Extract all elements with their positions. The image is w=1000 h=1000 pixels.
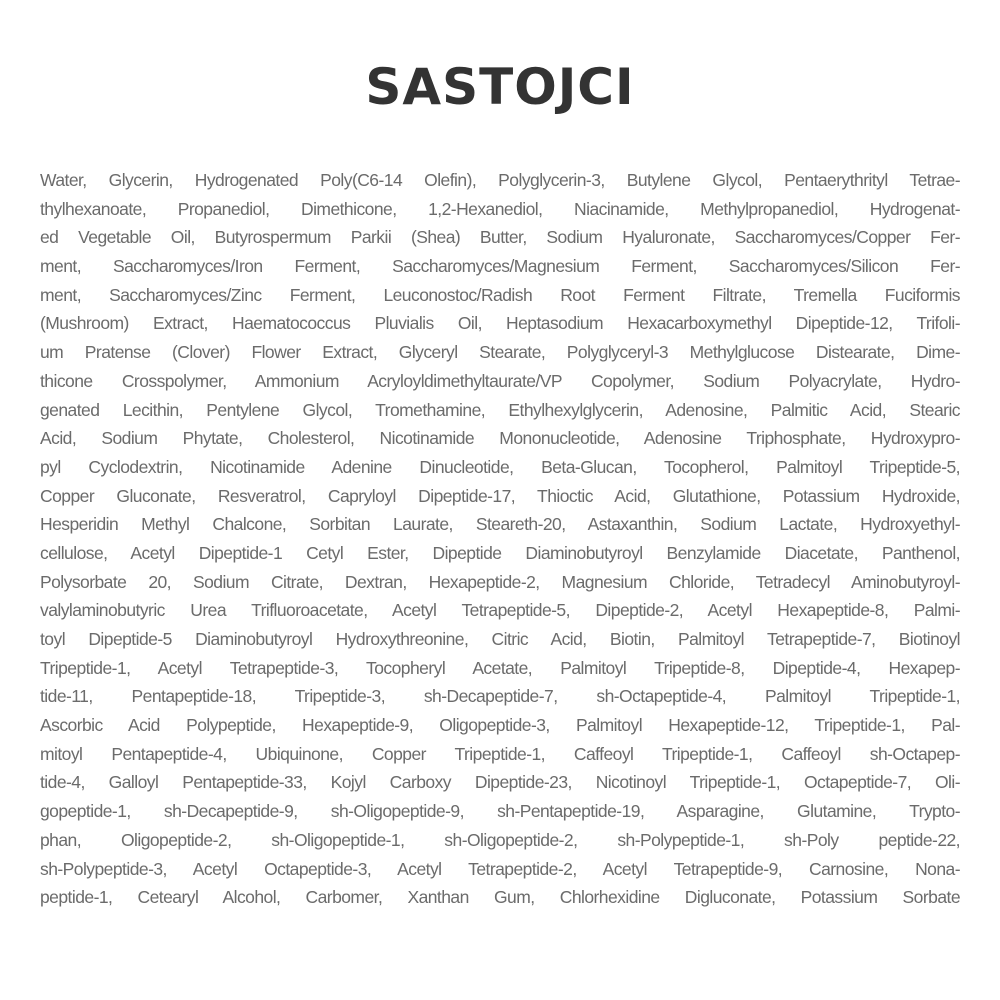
- page-title: SASTOJCI: [365, 58, 635, 116]
- ingredients-line: peptide-1, Cetearyl Alcohol, Carbomer, Xanthan Gum, Chlorhexidine Digluconate, Potassium Sorbate: [40, 887, 960, 908]
- ingredients-line: Polysorbate 20, Sodium Citrate, Dextran, Hexapeptide-2, Magnesium Chloride, Tetradecyl Aminobutyroyl-: [40, 571, 960, 592]
- ingredients-line: cellulose, Acetyl Dipeptide-1 Cetyl Ester, Dipeptide Diaminobutyroyl Benzylamide Diacetate, Panthenol,: [40, 542, 960, 563]
- ingredients-line: Acid, Sodium Phytate, Cholesterol, Nicotinamide Mononucleotide, Adenosine Triphosphate, Hydroxypro-: [40, 428, 960, 449]
- ingredients-line: Copper Gluconate, Resveratrol, Capryloyl Dipeptide-17, Thioctic Acid, Glutathione, Potassium Hydroxide,: [40, 485, 960, 506]
- ingredients-line: ed Vegetable Oil, Butyrospermum Parkii (Shea) Butter, Sodium Hyaluronate, Saccharomyces/Copper Fer-: [40, 227, 960, 248]
- ingredients-line: tide-4, Galloyl Pentapeptide-33, Kojyl Carboxy Dipeptide-23, Nicotinoyl Tripeptide-1, Octapeptide-7, Oli-: [40, 772, 960, 793]
- ingredients-line: Tripeptide-1, Acetyl Tetrapeptide-3, Tocopheryl Acetate, Palmitoyl Tripeptide-8, Dipeptide-4, Hexapep-: [40, 657, 960, 678]
- ingredients-line: tide-11, Pentapeptide-18, Tripeptide-3, sh-Decapeptide-7, sh-Octapeptide-4, Palmitoyl Tripeptide-1,: [40, 686, 960, 707]
- ingredients-line: (Mushroom) Extract, Haematococcus Pluvialis Oil, Heptasodium Hexacarboxymethyl Dipeptide-12, Trifoli-: [40, 313, 960, 334]
- ingredients-line: phan, Oligopeptide-2, sh-Oligopeptide-1, sh-Oligopeptide-2, sh-Polypeptide-1, sh-Poly peptide-22,: [40, 829, 960, 850]
- ingredients-list: [40, 166, 960, 912]
- ingredients-line: mitoyl Pentapeptide-4, Ubiquinone, Copper Tripeptide-1, Caffeoyl Tripeptide-1, Caffeoyl sh-Octapep-: [40, 743, 960, 764]
- ingredients-line: thicone Crosspolymer, Ammonium Acryloyldimethyltaurate/VP Copolymer, Sodium Polyacrylate, Hydro-: [40, 370, 960, 391]
- ingredients-line: sh-Polypeptide-3, Acetyl Octapeptide-3, Acetyl Tetrapeptide-2, Acetyl Tetrapeptide-9, Carnosine, Nona-: [40, 858, 960, 879]
- ingredients-line: ment, Saccharomyces/Iron Ferment, Saccharomyces/Magnesium Ferment, Saccharomyces/Silicon Fer-: [40, 256, 960, 277]
- ingredients-line: thylhexanoate, Propanediol, Dimethicone, 1,2-Hexanediol, Niacinamide, Methylpropanediol, Hydrogenat-: [40, 198, 960, 219]
- ingredients-line: Hesperidin Methyl Chalcone, Sorbitan Laurate, Steareth-20, Astaxanthin, Sodium Lactate, Hydroxyethyl-: [40, 514, 960, 535]
- ingredients-line: Water, Glycerin, Hydrogenated Poly(C6-14 Olefin), Polyglycerin-3, Butylene Glycol, Pentaerythrityl Tetrae-: [40, 170, 960, 190]
- ingredients-line: Ascorbic Acid Polypeptide, Hexapeptide-9, Oligopeptide-3, Palmitoyl Hexapeptide-12, Tripeptide-1, Pal-: [40, 715, 960, 736]
- ingredients-line: toyl Dipeptide-5 Diaminobutyroyl Hydroxythreonine, Citric Acid, Biotin, Palmitoyl Tetrapeptide-7, Biotinoyl: [40, 629, 960, 649]
- ingredients-line: gopeptide-1, sh-Decapeptide-9, sh-Oligopeptide-9, sh-Pentapeptide-19, Asparagine, Glutamine, Trypto-: [40, 801, 960, 822]
- ingredients-line: ment, Saccharomyces/Zinc Ferment, Leuconostoc/Radish Root Ferment Filtrate, Tremella Fuciformis: [40, 284, 960, 305]
- ingredients-line: genated Lecithin, Pentylene Glycol, Tromethamine, Ethylhexylglycerin, Adenosine, Palmitic Acid, Stearic: [40, 399, 960, 420]
- ingredients-line: um Pratense (Clover) Flower Extract, Glyceryl Stearate, Polyglyceryl-3 Methylglucose Distearate, Dime-: [40, 342, 960, 363]
- ingredients-line: valylaminobutyric Urea Trifluoroacetate, Acetyl Tetrapeptide-5, Dipeptide-2, Acetyl Hexapeptide-8, Palmi-: [40, 600, 960, 621]
- ingredients-line: pyl Cyclodextrin, Nicotinamide Adenine Dinucleotide, Beta-Glucan, Tocopherol, Palmitoyl Tripeptide-5,: [40, 456, 960, 477]
